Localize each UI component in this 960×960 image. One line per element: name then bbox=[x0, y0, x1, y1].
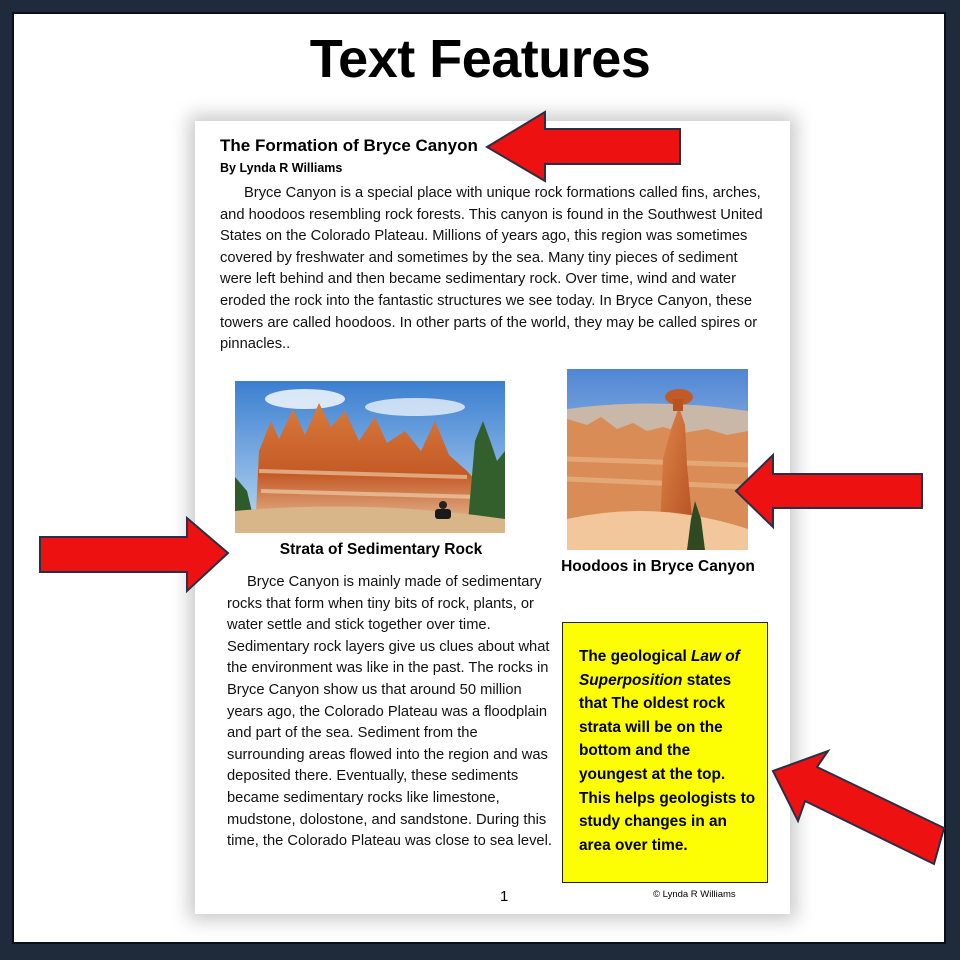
callout-text-after: states that The oldest rock strata will be on the bottom and the youngest at the top. This helps geologists to study changes in an area over time. bbox=[579, 671, 756, 854]
callout-emphasis: Law of Superposition bbox=[579, 648, 740, 689]
arrow-icon-photo bbox=[736, 455, 922, 527]
arrow-icon-title bbox=[487, 112, 680, 181]
callout-text-before: The geological bbox=[579, 648, 692, 665]
caption-strata: Strata of Sedimentary Rock bbox=[279, 541, 483, 558]
document-byline: By Lynda R Williams bbox=[220, 161, 343, 175]
arrow-icon-caption bbox=[40, 518, 228, 591]
page-number: 1 bbox=[500, 888, 509, 905]
main-title: Text Features bbox=[309, 29, 651, 89]
intro-paragraph: Bryce Canyon is a special place with unique rock formations called fins, arches, and hoodoos resembling rock forests. This canyon is found in the Southwest United States on the Colorado Plateau. Millions of years ago, this region was sometimes covered by freshwater and sometimes by the sea. Many tiny pieces of sediment were left behind and then became sedimentary rock. Over time, wind and water eroded the rock into the fantastic structures we see today. In Bryce Canyon, these towers are called hoodoos. In other parts of the world, they may be called spires or pinnacles.. bbox=[220, 185, 763, 353]
document-title: The Formation of Bryce Canyon bbox=[220, 136, 478, 155]
caption-hoodoos: Hoodoos in Bryce Canyon bbox=[561, 558, 755, 575]
arrow-icon-callout bbox=[773, 751, 944, 864]
body-paragraph: Bryce Canyon is mainly made of sedimentary rocks that form when tiny bits of rock, plants, or water settle and stick together over time. Sedimentary rock layers give us clues about what the environment was like in the past. The rocks in Bryce Canyon show us that around 50 million years ago, the Colorado Plateau was a floodplain and part of the sea. Sediment from the surrounding areas flowed into the region and was deposited there. Eventually, these sediments became sedimentary rocks like limestone, mudstone, dolostone, and sandstone. During this time, the Colorado Plateau was close to sea level. bbox=[227, 574, 552, 850]
copyright-notice: © Lynda R Williams bbox=[653, 889, 736, 900]
